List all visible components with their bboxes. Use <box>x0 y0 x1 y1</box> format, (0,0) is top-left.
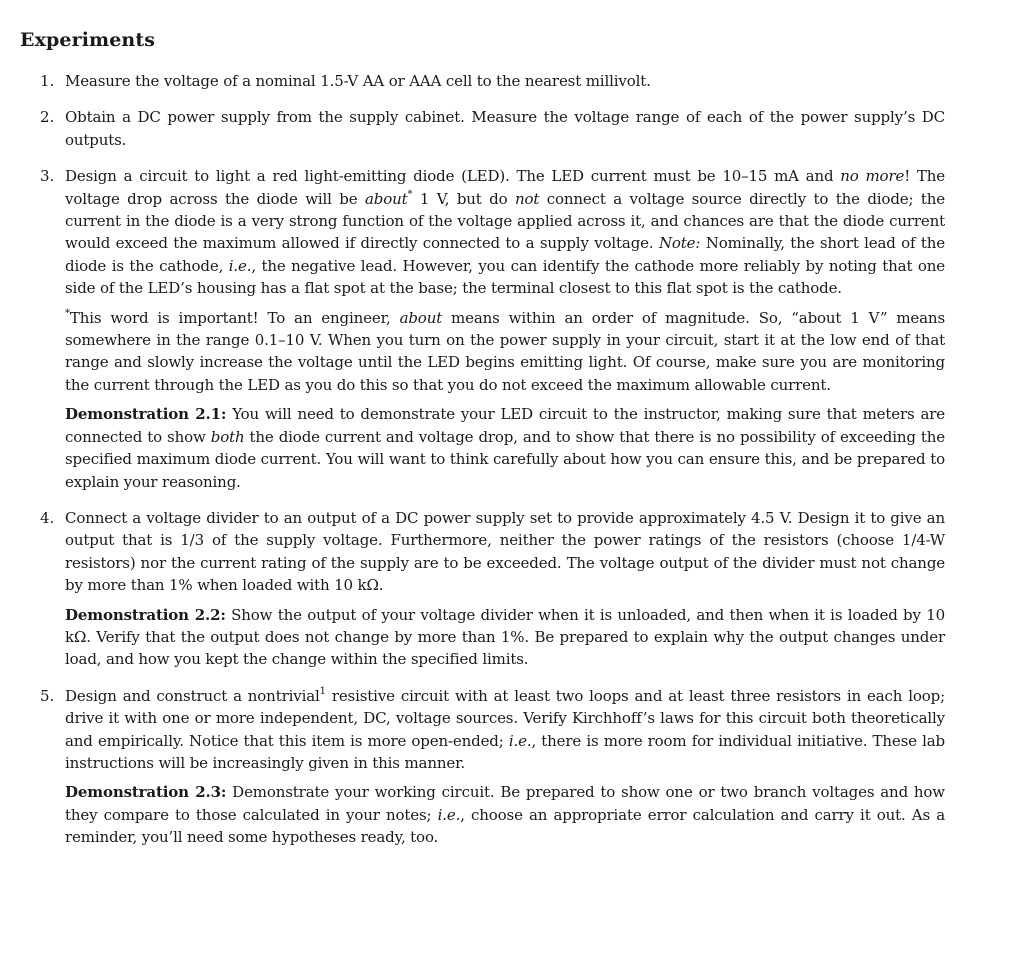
item-number: 3. <box>40 167 55 186</box>
demonstration-label: Demonstration 2.1: <box>65 405 227 424</box>
section-heading: Experiments <box>20 29 155 51</box>
list-item-5 <box>20 685 1000 849</box>
list-item-4 <box>20 507 1000 671</box>
item-number: 5. <box>40 686 55 705</box>
demonstration-label: Demonstration 2.2: <box>65 605 226 624</box>
item-number: 2. <box>40 108 55 127</box>
demonstration-text: Demonstration 2.2: Show the output of your voltage divider when it is unloaded, and then when it is loaded by 10 kΩ. Verify that the output does not change by more than 1%. Be prepared to explain why the output changes under load, and how you kept the change within the specified limits. <box>65 605 945 669</box>
list-item-1 <box>20 70 1000 92</box>
demonstration-text: Demonstration 2.1: You will need to demonstrate your LED circuit to the instructor, making sure that meters are connected to show both the diode current and voltage drop, and to show that there is no possibility of exceeding the specified maximum diode current. You will want to think carefully about how you can ensure this, and be prepared to explain your reasoning. <box>65 405 946 491</box>
item-text: Measure the voltage of a nominal 1.5-V AA or AAA cell to the nearest millivolt. <box>65 72 651 90</box>
footnote-text: *This word is important! To an engineer, about means within an order of magnitude. So, “about 1 V” means somewhere in the range 0.1–10 V. When you turn on the power supply in your circuit, start it at the low end of that range and slowly increase the voltage until the LED begins emitting light. Of course, make sure you are monitoring the current through the LED as you do this so that you do not exceed the maximum allowable current. <box>65 307 945 394</box>
footnote-marker: 1 <box>319 685 326 697</box>
list-item-3 <box>20 165 1000 493</box>
item-text: Design a circuit to light a red light-emitting diode (LED). The LED current must be 10–15 mA and no more! The voltage drop across the diode will be about* 1 V, but do not connect a voltage source directly to the diode; the current in the diode is a very strong function of the voltage applied across it, and chances are that the diode current would exceed the maximum allowed if directly connected to a supply voltage. Note: Nominally, the short lead of the diode is the cathode, i.e., the negative lead. However, you can identify the cathode more reliably by noting that one side of the LED’s housing has a flat spot at the base; the terminal closest to this flat spot is the cathode. <box>65 167 946 298</box>
document-page <box>20 29 1000 863</box>
demonstration-text: Demonstration 2.3: Demonstrate your working circuit. Be prepared to show one or two branch voltages and how they compare to those calculated in your notes; i.e., choose an appropriate error calculation and carry it out. As a reminder, you’ll need some hypotheses ready, too. <box>65 783 945 847</box>
demonstration-label: Demonstration 2.3: <box>65 783 227 802</box>
experiment-list <box>20 70 1000 849</box>
item-number: 1. <box>40 72 55 90</box>
list-item-2 <box>20 106 1000 151</box>
item-number: 4. <box>40 508 55 527</box>
item-text: Connect a voltage divider to an output of a DC power supply set to provide approximately 4.5 V. Design it to give an output that is 1/3 of the supply voltage. Furthermore, neither the power ratings of the resistors (choose 1/4-W resistors) nor the current rating of the supply are to be exceeded. The voltage output of the divider must not change by more than 1% when loaded with 10 kΩ. <box>65 508 945 595</box>
item-text: Design and construct a nontrivial$^1$ resistive circuit with at least two loops and at least three resistors in each loop; drive it with one or more independent, DC, voltage sources. Verify Kirchhoff’s laws for this circuit both theoretically and empirically. Notice that this item is more open-ended; i.e., there is more room for individual initiative. These lab instructions will be increasingly given in this manner. <box>65 685 945 772</box>
item-text: Obtain a DC power supply from the supply cabinet. Measure the voltage range of each of the power supply’s DC outputs. <box>65 108 945 149</box>
